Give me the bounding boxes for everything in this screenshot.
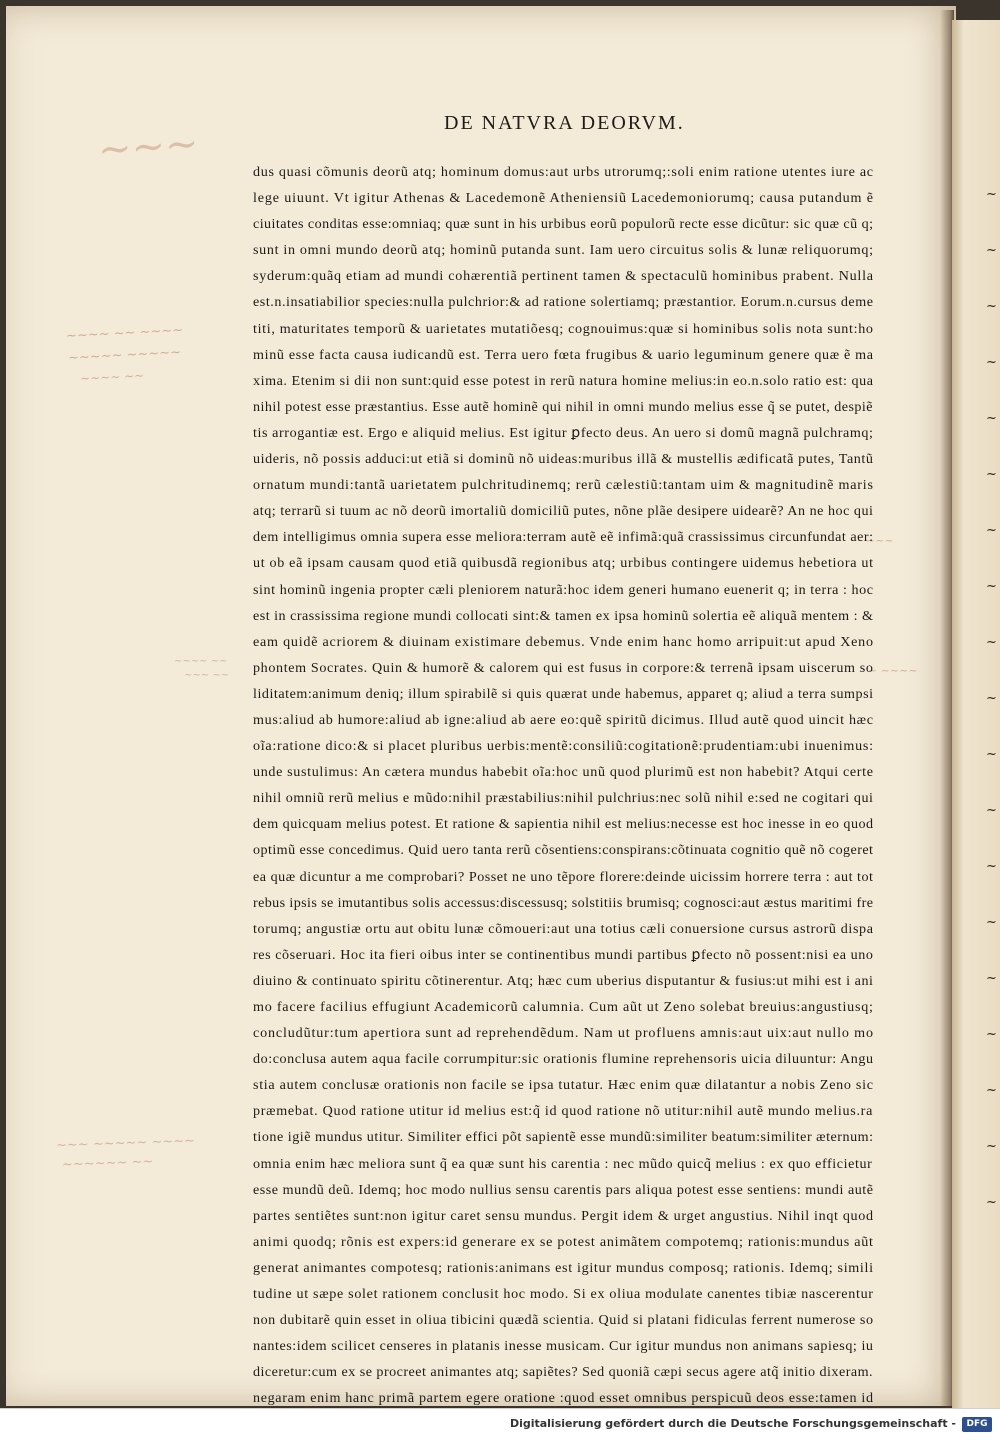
text-line: lege uiuunt. Vt igitur Athenas & Lacedemonẽ Atheniensiũ Lacedemoniorumq; causa putandum ẽ xyxy=(253,190,874,207)
text-line: sint hominũ ingenia propter cæli pleniorem naturã:hoc idem generi humano euenerit q; in terra : hoc xyxy=(253,581,874,598)
facing-page-glyph: ~ xyxy=(986,299,997,314)
facing-page-glyph: ~ xyxy=(986,1083,997,1098)
text-line: generat animantes compotesq; rationis:animans est igitur mundus composq; rationis. Idemq; simili xyxy=(253,1259,874,1276)
facing-page-glyph: ~ xyxy=(986,803,997,818)
facing-page-glyph: ~ xyxy=(986,691,997,706)
marginalia-note: ~~~~~~ ~~ xyxy=(61,1154,154,1173)
text-line: diuino & continuato spiritu cõtinerentur. Atq; hæc cum uberius disputantur & fusius:ut mihi est i ani xyxy=(253,972,874,989)
text-line: syderum:quãq etiam ad mundi cohærentiã pertinent tamen & spectaculũ hominibus prabent. Nulla xyxy=(253,268,874,285)
facing-page-glyph: ~ xyxy=(986,243,997,258)
text-line: nihil potest esse præstantius. Esse autẽ hominẽ qui nihil in omni mundo melius esse q̃ se putet, despiẽ xyxy=(253,398,874,415)
text-line: torumq; angustiæ ortu aut obitu lunæ cõmoueri:aut una totius cæli conuersione cursus astrorũ dispa xyxy=(253,920,874,937)
footer-credit: Digitalisierung gefördert durch die Deutsche Forschungsgemeinschaft - xyxy=(509,1417,956,1430)
text-line: stia autem conclusæ orationis non facile se ipsa tutatur. Hæc enim quæ dilatantur a nobis Zeno sic xyxy=(253,1077,874,1094)
text-line: tione igiẽ mundus utitur. Similiter effici põt sapientẽ esse mundũ:similiter beatum:similiter æternum: xyxy=(253,1129,874,1146)
text-line: titi, maturitates temporũ & uarietates mutatiõesq; cognouimus:quæ si hominibus solis nota sunt:ho xyxy=(253,320,874,337)
facing-page-glyph: ~ xyxy=(986,579,997,594)
marginalia-note: ~~~~~ ~~~~~ xyxy=(67,345,182,366)
book-page xyxy=(6,6,956,1406)
text-line: liditatem:animum deniq; illum spirabilẽ si quis quærat unde habemus, apparet q; aliud a terra sumpsi xyxy=(253,685,874,702)
marginalia-note: ~~~ xyxy=(96,120,201,174)
text-line: oĩa:ratione dico:& si placet pluribus uerbis:mentẽ:consiliũ:cogitationẽ:prudentiam:ubi inuenimus: xyxy=(253,738,874,755)
text-line: negaram enim hanc primã partem egere oratione :quod esset omnibus perspicuũ deos esse:tamen id xyxy=(253,1390,874,1407)
text-line: nihil omniũ rerũ melius e mũdo:nihil præstabilius:nihil pulchrius:nec solũ nihil e:sed ne cogitari qui xyxy=(253,790,874,807)
facing-page-glyph: ~ xyxy=(986,1195,997,1210)
text-line: ornatum mundi:tantã uarietatem pulchritudinemq; rerũ cælestiũ:tantam uim & magnitudinẽ maris xyxy=(253,477,874,494)
text-line: minũ esse facta causa iudicandũ est. Terra uero fœta frugibus & uario leguminum genere quæ ẽ ma xyxy=(253,346,874,363)
text-line: tudine ut sæpe solet rationem conclusit hoc modo. Si ex oliua modulate canentes tibiæ nascerentur xyxy=(253,1286,874,1303)
facing-page-glyph: ~ xyxy=(986,915,997,930)
facing-page-edge xyxy=(952,20,1000,1408)
marginalia-note: ~~~~ ~~ ~~~~ xyxy=(65,322,184,345)
running-head: DE NATVRA DEORVM. xyxy=(444,112,685,134)
text-line: concludũtur:tum apertiora sunt ad reprehendẽdum. Nam ut profluens amnis:aut uix:aut nullo mo xyxy=(253,1025,874,1042)
text-line: xima. Etenim si dii non sunt:quid esse potest in rerũ natura homine melius:in eo.n.solo ratio est: qua xyxy=(253,372,874,389)
text-line: est.n.insatiabilior species:nulla pulchrior:& ad ratione solertiamq; præstantior. Eorum.n.cursus deme xyxy=(253,294,874,311)
text-line: unde sustulimus: An cætera mundus habebit oĩa:hoc unũ quod plurimũ est non habebit? Atqui certe xyxy=(253,764,874,781)
dfg-logo: DFG xyxy=(962,1417,992,1432)
text-line: partes sentiẽtes sunt:non igitur caret sensu mundus. Pergit idem & urget angustius. Nihil inqt quod xyxy=(253,1207,874,1224)
text-line: sunt in omni mundo deorũ atq; hominũ putanda sunt. Iam uero circuitus solis & lunæ reliquorumq; xyxy=(253,242,874,259)
text-line: animi quodq; rõnis est expers:id generare ex se potest animãtem compotemq; rationis:mundus aũt xyxy=(253,1233,874,1250)
facing-page-glyph: ~ xyxy=(986,523,997,538)
text-line: non dubitarẽ quin esset in oliua tibicini quædã scientia. Quid si platani fidiculas ferrent numerose so xyxy=(253,1312,874,1329)
text-line: phontem Socrates. Quin & humorẽ & calorem qui est fusus in corpore:& terrenã ipsam uiscerum so xyxy=(253,659,874,676)
text-line: diceretur:cum ex se procreet animantes atq; sapiẽtes? Sed quoniã cæpi secus agere atq̃ initio dixeram. xyxy=(253,1364,874,1381)
text-line: mo facere facilius effugiunt Academicorũ calumnia. Cum aũt ut Zeno solebat breuius:angustiusq; xyxy=(253,999,874,1015)
text-line: ut ob eã ipsam causam quod etiã quibusdã regionibus atq; urbibus contingere uidemus hebetiora ut xyxy=(253,555,874,572)
facing-page-glyph: ~ xyxy=(986,467,997,482)
facing-page-glyph: ~ xyxy=(986,635,997,650)
text-line: præmebat. Quod ratione utitur id melius est:q̃ id quod ratione nõ utitur:nihil autẽ mundo melius.ra xyxy=(253,1103,874,1120)
marginalia-note: ~ ~~~~ xyxy=(868,664,918,677)
text-line: est in crassissima regione mundi collocati sint:& tamen ex ipsa hominũ solertia eẽ aliquã mentem : & xyxy=(253,607,874,624)
facing-page-glyph: ~ xyxy=(986,971,997,986)
marginalia-note: ~~~ ~~~~~ ~~~~ xyxy=(55,1133,196,1154)
text-line: dem quicquam melius potest. Et ratione & sapientia nihil est melius:necesse est hoc inesse in eo quod xyxy=(253,816,874,833)
text-line: eam quidẽ acriorem & diuinam existimare debemus. Vnde enim hanc homo arripuit:ut apud Xeno xyxy=(253,633,874,650)
facing-page-glyph: ~ xyxy=(986,355,997,370)
text-line: optimũ esse concedimus. Quid uero tanta rerũ cõsentiens:conspirans:cõtinuata cognitio quẽ nõ cogeret xyxy=(253,842,874,859)
text-line: mus:aliud ab humore:aliud ab igne:aliud ab aere eo:quẽ spiritũ dicimus. Illud autẽ quod uincit hæc xyxy=(253,711,874,728)
marginalia-note: ~~~~ ~~ xyxy=(174,656,228,667)
digitization-footer xyxy=(0,1408,1000,1440)
text-line: nantes:idem scilicet censeres in platanis inesse musicam. Cur igitur mundus non animans sapiesq; iu xyxy=(253,1338,874,1355)
text-line: atq; terrarũ si tuum ac nõ deorũ imortaliũ domiciliũ putes, nõne plãe desipere uidearẽ? An ne hoc qui xyxy=(253,503,874,520)
text-line: ciuitates conditas esse:omniaq; quæ sunt in his urbibus eorũ populorũ recte esse dicũtur: sic quæ cũ q; xyxy=(253,216,874,233)
text-line: dem intelligimus omnia supera esse meliora:terram autẽ eẽ infimã:quã crassissimus circunfundat aer: xyxy=(253,529,874,546)
marginalia-note: ~~~~ ~~ xyxy=(79,368,145,386)
text-line: esse mundũ deũ. Idemq; hoc modo nullius sensu carentis pars aliqua potest esse sentiens: mundi autẽ xyxy=(253,1181,874,1198)
facing-page-glyph: ~ xyxy=(986,1139,997,1154)
facing-page-glyph: ~ xyxy=(986,747,997,762)
facing-page-glyph: ~ xyxy=(986,411,997,426)
text-line: tis arrogantiæ est. Ergo e aliquid melius. Est igitur ꝑfecto deus. An uero si domũ magnã pulchramq; xyxy=(253,424,874,441)
text-line: rebus ipsis se imutantibus solis accessus:discessusq; solstitiis brumisq; cognosci:aut æstus maritimi fre xyxy=(253,894,874,911)
facing-page-glyph: ~ xyxy=(986,1027,997,1042)
text-line: omnia enim hæc meliora sunt q̃ ea quæ sunt his carentia : nec mũdo quicq̃ melius : ex quo efficietur xyxy=(253,1155,873,1172)
text-line: dus quasi cõmunis deorũ atq; hominum domus:aut urbs utrorumq;:soli enim ratione utentes iure ac xyxy=(253,164,874,180)
text-line: do:conclusa autem aqua facile corrumpitur:sic orationis flumine reprehensoris uicia diluuntur: Angu xyxy=(253,1051,874,1068)
marginalia-note: ~~~ xyxy=(866,534,894,547)
marginalia-note: ~~~ ~~ xyxy=(184,670,230,681)
body-text xyxy=(253,159,873,1408)
text-line: res cõseruari. Hoc ita fieri oibus inter se continentibus mundi partibus ꝑfecto nõ possent:nisi ea uno xyxy=(253,946,874,963)
facing-page-glyph: ~ xyxy=(986,187,997,202)
text-line: uideris, nõ possis adduci:ut etiã si dominũ nõ uideas:muribus illã & mustellis ædificatã putes, Tantũ xyxy=(253,451,874,468)
facing-page-glyph: ~ xyxy=(986,859,997,874)
text-line: ea quæ dicuntur a me comprobari? Posset ne uno tẽpore florere:deinde uicissim horrere terra : aut tot xyxy=(253,868,874,885)
